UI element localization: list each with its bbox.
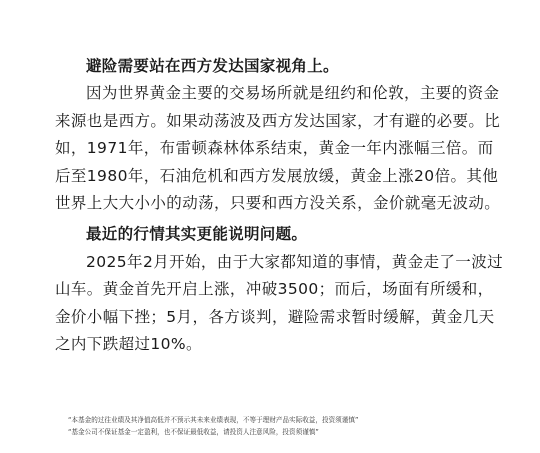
article-body [55, 52, 503, 359]
disclaimer-no-guarantee: “基金公司不保证基金一定盈利，也不保证最低收益，请投资人注意风险，投资须谨慎” [68, 428, 319, 436]
disclaimer-block [68, 414, 488, 438]
paragraph-gold-history: 因为世界黄金主要的交易场所就是纽约和伦敦，主要的资金来源也是西方。如果动荡波及西方发达国家，才有避的必要。比如，1971年，布雷顿森林体系结束，黄金一年内涨幅三倍。而后至1980年，石油危机和西方发展放缓，黄金上涨20倍。其他世界上大大小小的动荡，只要和西方没关系，金价就毫无波动。 [55, 84, 501, 212]
section-heading-safe-haven: 避险需要站在西方发达国家视角上。 [86, 57, 339, 75]
paragraph-recent-market: 2025年2月开始，由于大家都知道的事情，黄金走了一波过山车。黄金首先开启上涨，冲破3500；而后，场面有所缓和，金价小幅下挫；5月，各方谈判，避险需求暂时缓解，黄金几天之内下跌超过10%。 [55, 252, 504, 353]
section-heading-recent-market: 最近的行情其实更能说明问题。 [86, 224, 308, 243]
disclaimer-past-performance: “本基金的过往业绩及其净值高低并不预示其未来业绩表现，不等于理财产品实际收益，投资须谨慎” [68, 416, 359, 424]
